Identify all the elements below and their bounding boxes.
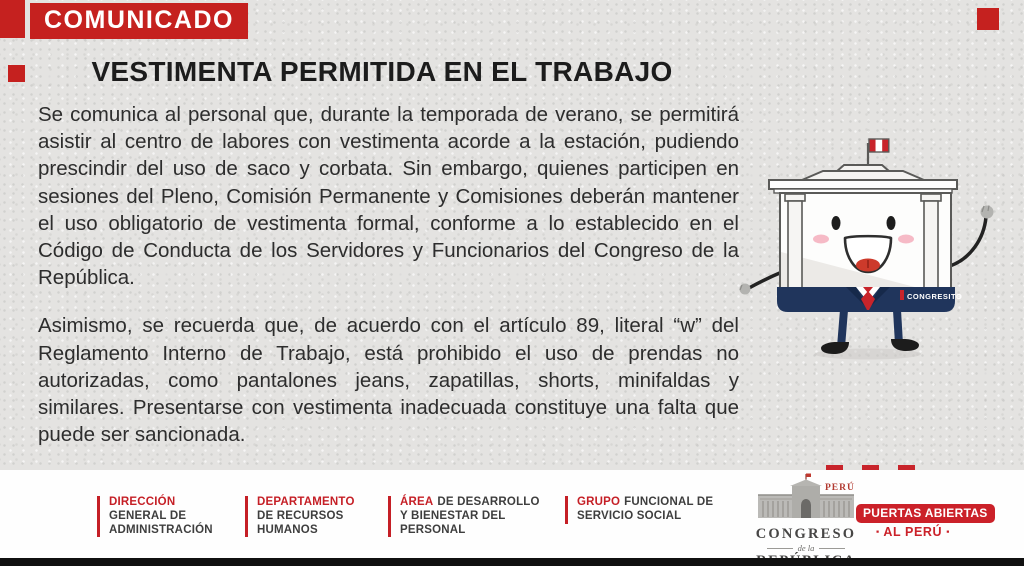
- ribbon-icon: [900, 290, 904, 300]
- puertas-abiertas-badge: PUERTAS ABIERTAS: [856, 504, 995, 523]
- dot-icon: ▪: [875, 526, 880, 537]
- puertas-abiertas-block: [856, 504, 988, 539]
- congress-logo: [753, 473, 859, 566]
- dot-icon: ▪: [946, 526, 951, 537]
- dept-line: ÁREA DE DESARROLLO: [400, 496, 540, 508]
- announcement-body: [38, 101, 739, 448]
- logo-rule-left: [767, 548, 793, 549]
- corner-accent-top-right: [977, 8, 999, 30]
- right-column: [921, 194, 941, 303]
- right-hand: [981, 206, 994, 219]
- mascot-right-shoe: [891, 339, 919, 351]
- mascot-suit: [777, 287, 962, 312]
- footer-dept-direccion-general: [97, 496, 213, 537]
- dept-line: GENERAL DE: [109, 509, 187, 522]
- mascot-left-leg: [841, 310, 844, 347]
- dept-line: DE RECURSOS: [257, 509, 344, 522]
- right-eye: [887, 216, 896, 230]
- paragraph-prohibited-items: Asimismo, se recuerda que, de acuerdo con el artículo 89, literal “w” del Reglamento Interno de Trabajo, está prohibido el uso de prendas no autorizadas, como pantalones jeans, zapatillas, shorts, minifaldas y similares. Presentarse con vestimenta inadecuada constituye una falta que puede ser sancionada.: [38, 314, 739, 447]
- left-cheek: [813, 235, 829, 244]
- dept-name: GRUPO: [577, 496, 621, 508]
- mascot-name-label: CONGRESITO: [907, 292, 963, 301]
- congresito-mascot-illustration: [718, 126, 1008, 361]
- right-cheek: [898, 235, 914, 244]
- dept-line: GRUPO FUNCIONAL DE: [577, 496, 714, 508]
- congress-building-icon: [754, 473, 858, 520]
- logo-de-la-row: [753, 543, 859, 553]
- banner-label: COMUNICADO: [44, 5, 234, 34]
- mascot-left-arm: [749, 272, 782, 288]
- al-peru-label: ▪ AL PERÚ ▪: [875, 525, 951, 539]
- dept-line: SERVICIO SOCIAL: [577, 509, 682, 522]
- bottom-black-bar: [0, 558, 1024, 566]
- footer-dept-desarrollo-bienestar: [388, 496, 540, 537]
- communique-banner: [30, 3, 248, 39]
- dept-line: Y BIENESTAR DEL: [400, 509, 506, 522]
- dept-line: PERSONAL: [400, 523, 466, 536]
- logo-flag-icon: [806, 474, 811, 478]
- left-eye: [832, 216, 841, 230]
- left-column: [785, 194, 805, 303]
- dept-line: ADMINISTRACIÓN: [109, 523, 213, 536]
- cornice-bar: [769, 180, 957, 189]
- dept-name: DEPARTAMENTO: [257, 496, 355, 508]
- logo-rule-right: [819, 548, 845, 549]
- dept-name: DIRECCIÓN: [109, 496, 176, 508]
- paragraph-summer-dress: Se comunica al personal que, durante la temporada de verano, se permitirá asistir al centro de labores con vestimenta acorde a la estación, pudiendo prescindir del uso de saco y corbata. Sin embargo, quienes participen en sesiones del Pleno, Comisión Permanente y Comisiones deberán mantener el uso obligatorio de vestimenta formal, conforme a lo establecido en el Código de Conducta de los Servidores y Funcionarios del Congreso de la República.: [38, 103, 739, 290]
- footer-dept-recursos-humanos: [245, 496, 355, 537]
- logo-congreso-label: CONGRESO: [755, 526, 857, 542]
- dept-line: HUMANOS: [257, 523, 318, 536]
- page-title: VESTIMENTA PERMITIDA EN EL TRABAJO: [91, 56, 673, 87]
- logo-country-label: PERÚ: [825, 483, 855, 493]
- peru-flag-icon: [869, 139, 889, 152]
- logo-de-la-label: de la: [797, 543, 815, 553]
- pediment-lower: [802, 171, 924, 180]
- footer-dept-servicio-social: [565, 496, 713, 524]
- mascot-right-arm: [950, 217, 986, 266]
- corner-accent-top-left: [0, 0, 25, 38]
- left-hand: [740, 284, 751, 295]
- dept-name: ÁREA: [400, 496, 434, 508]
- mascot-right-leg: [897, 310, 899, 344]
